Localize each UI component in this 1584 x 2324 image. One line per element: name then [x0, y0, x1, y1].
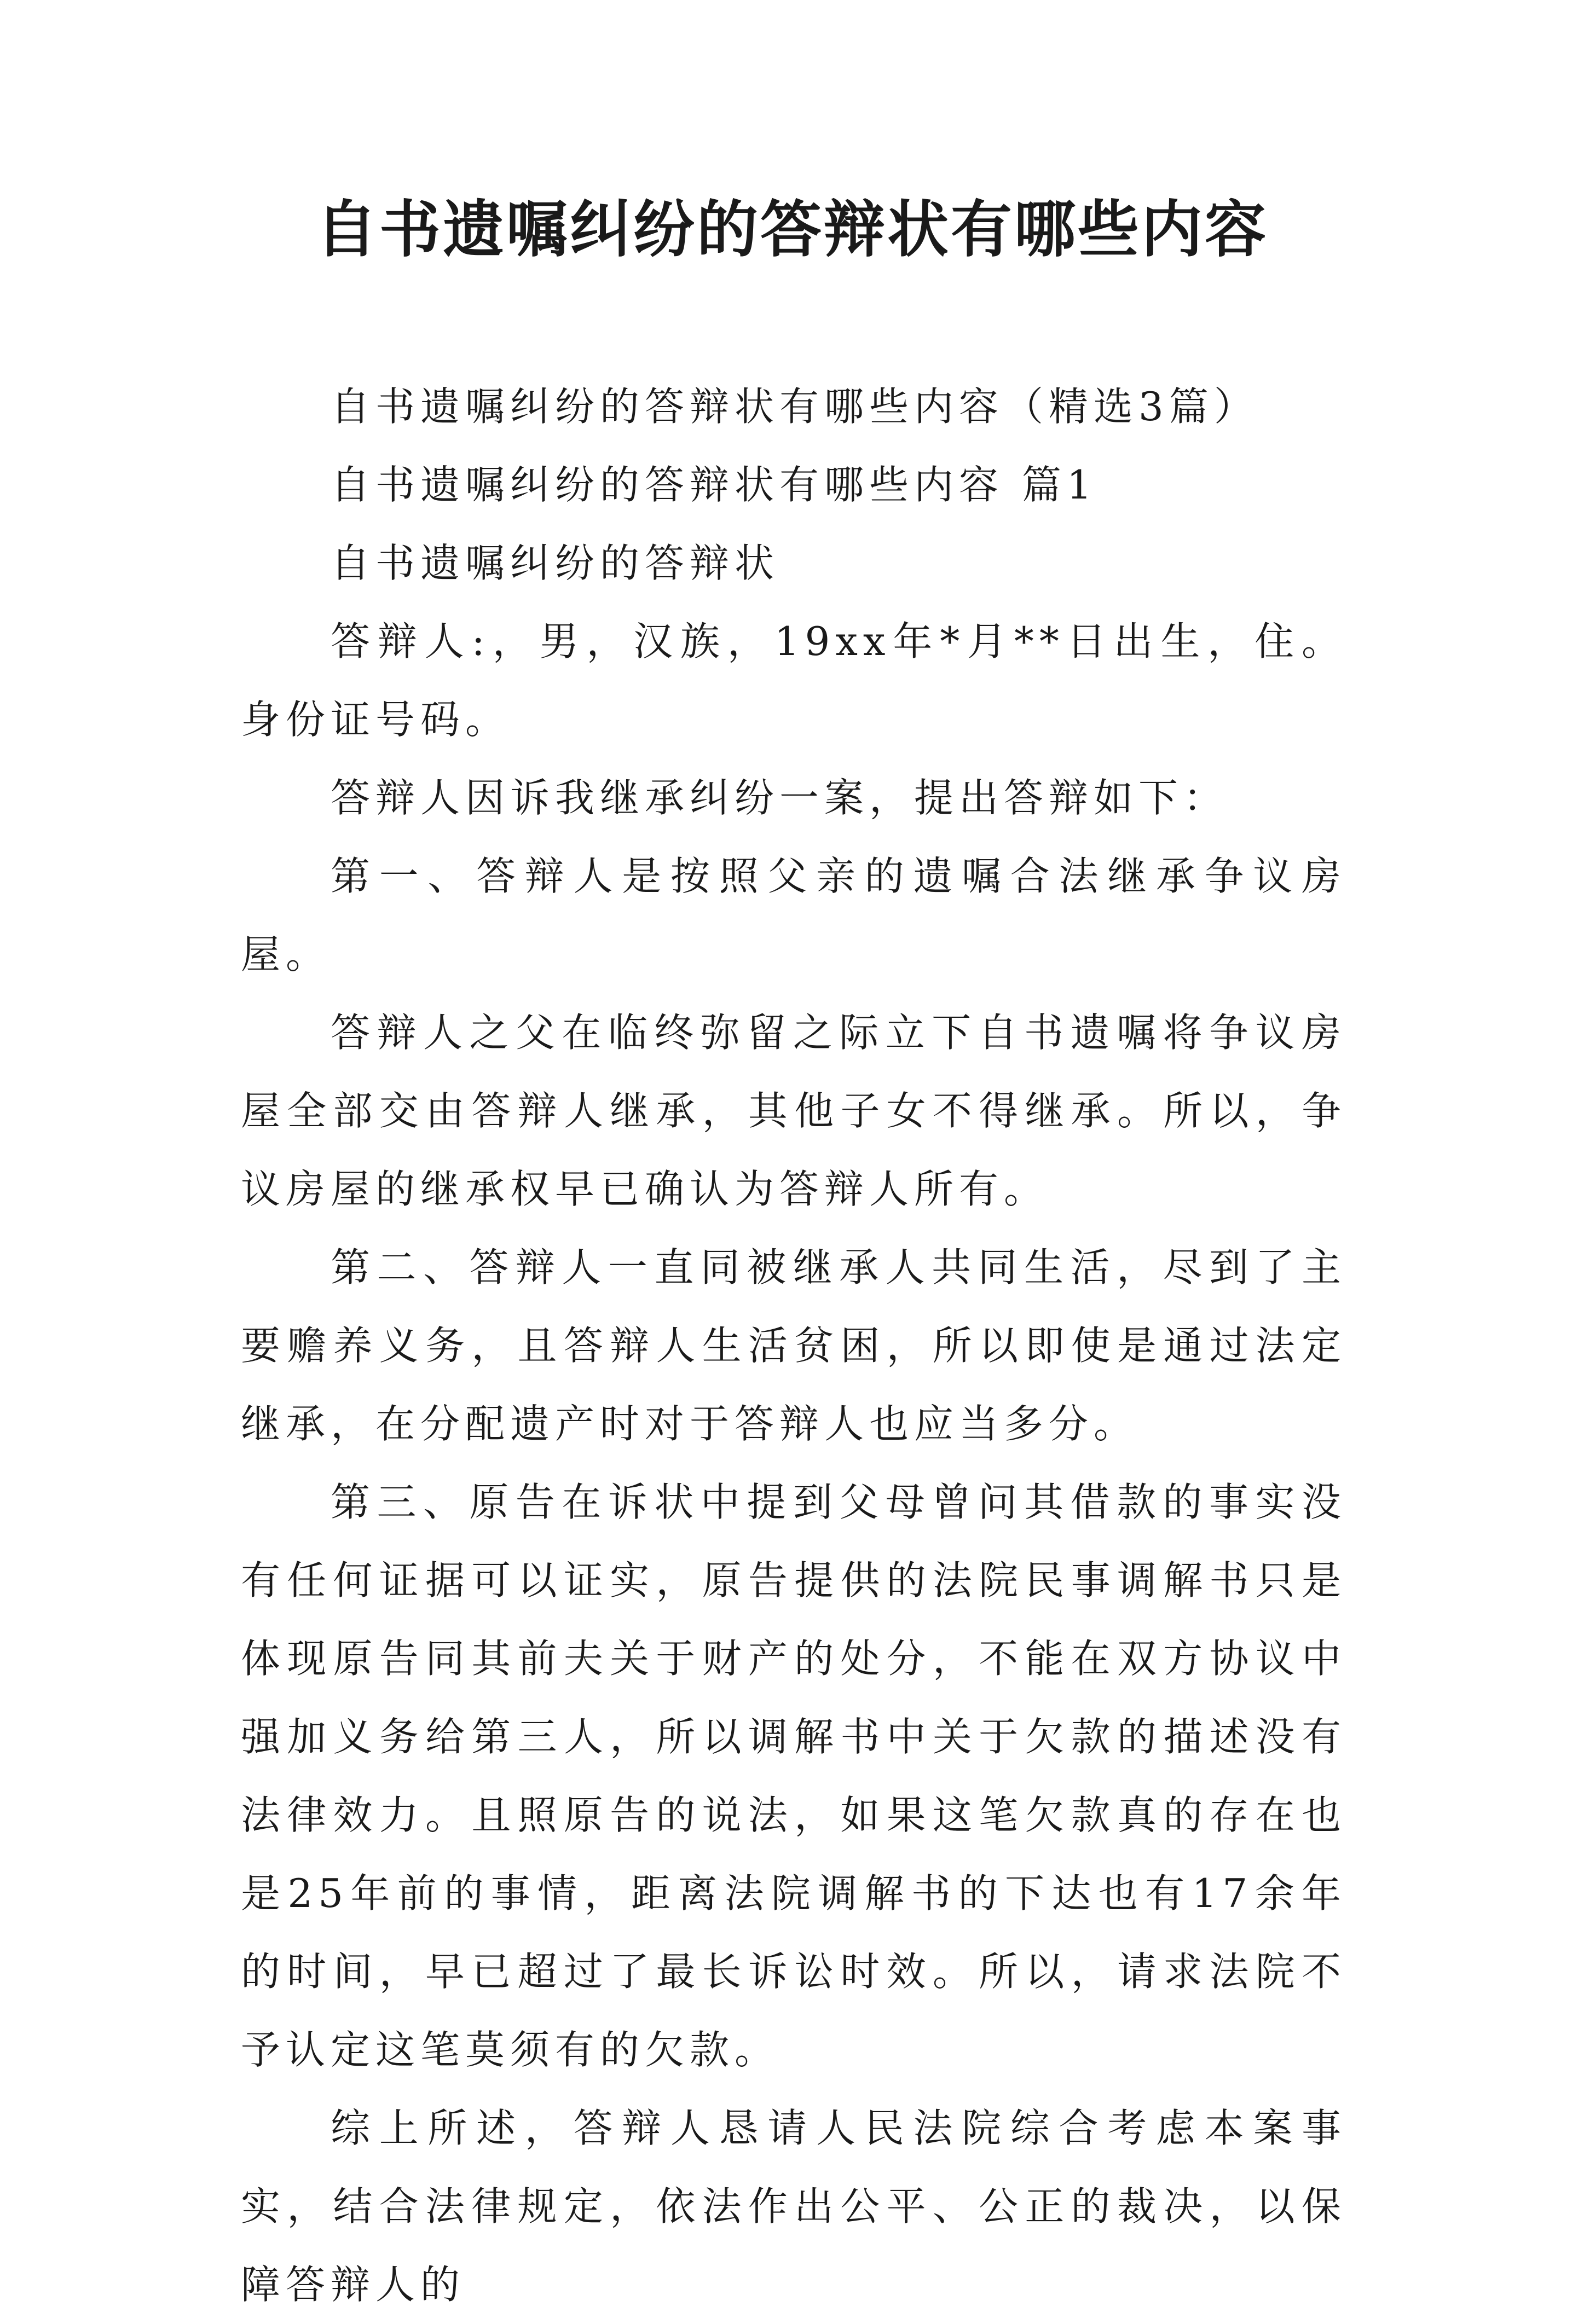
paragraph-conclusion: 综上所述，答辩人恳请人民法院综合考虑本案事实，结合法律规定，依法作出公平、公正的裁决，以保障答辩人的	[241, 2105, 1346, 2308]
paragraph-respondent-info: 答辩人:，男，汉族，19xx年*月**日出生，住。身份证号码。	[241, 618, 1346, 743]
paragraph-will-details: 答辩人之父在临终弥留之际立下自书遗嘱将争议房屋全部交由答辩人继承，其他子女不得继承。所以，争议房屋的继承权早已确认为答辩人所有。	[241, 1010, 1346, 1212]
document-body	[241, 368, 1346, 2324]
document-title: 自书遗嘱纠纷的答辩状有哪些内容	[316, 194, 1268, 265]
paragraph-point-one: 第一、答辩人是按照父亲的遗嘱合法继承争议房屋。	[241, 853, 1346, 977]
paragraph-point-three: 第三、原告在诉状中提到父母曾问其借款的事实没有任何证据可以证实，原告提供的法院民事调解书只是体现原告同其前夫关于财产的处分，不能在双方协议中强加义务给第三人，所以调解书中关于欠款的描述没有法律效力。且照原告的说法，如果这笔欠款真的存在也是25年前的事情，距离法院调解书的下达也有17余年的时间，早已超过了最长诉讼时效。所以，请求法院不予认定这笔莫须有的欠款。	[241, 1479, 1346, 2073]
paragraph-document-name: 自书遗嘱纠纷的答辩状	[331, 540, 780, 586]
paragraph-intro: 答辩人因诉我继承纠纷一案，提出答辩如下：	[331, 775, 1229, 821]
paragraph-section-heading: 自书遗嘱纠纷的答辩状有哪些内容 篇1	[331, 462, 1097, 508]
paragraph-point-two: 第二、答辩人一直同被继承人共同生活，尽到了主要赡养义务，且答辩人生活贫困，所以即使是通过法定继承，在分配遗产时对于答辩人也应当多分。	[241, 1244, 1346, 1447]
paragraph-subtitle: 自书遗嘱纠纷的答辩状有哪些内容（精选3篇）	[331, 384, 1259, 430]
